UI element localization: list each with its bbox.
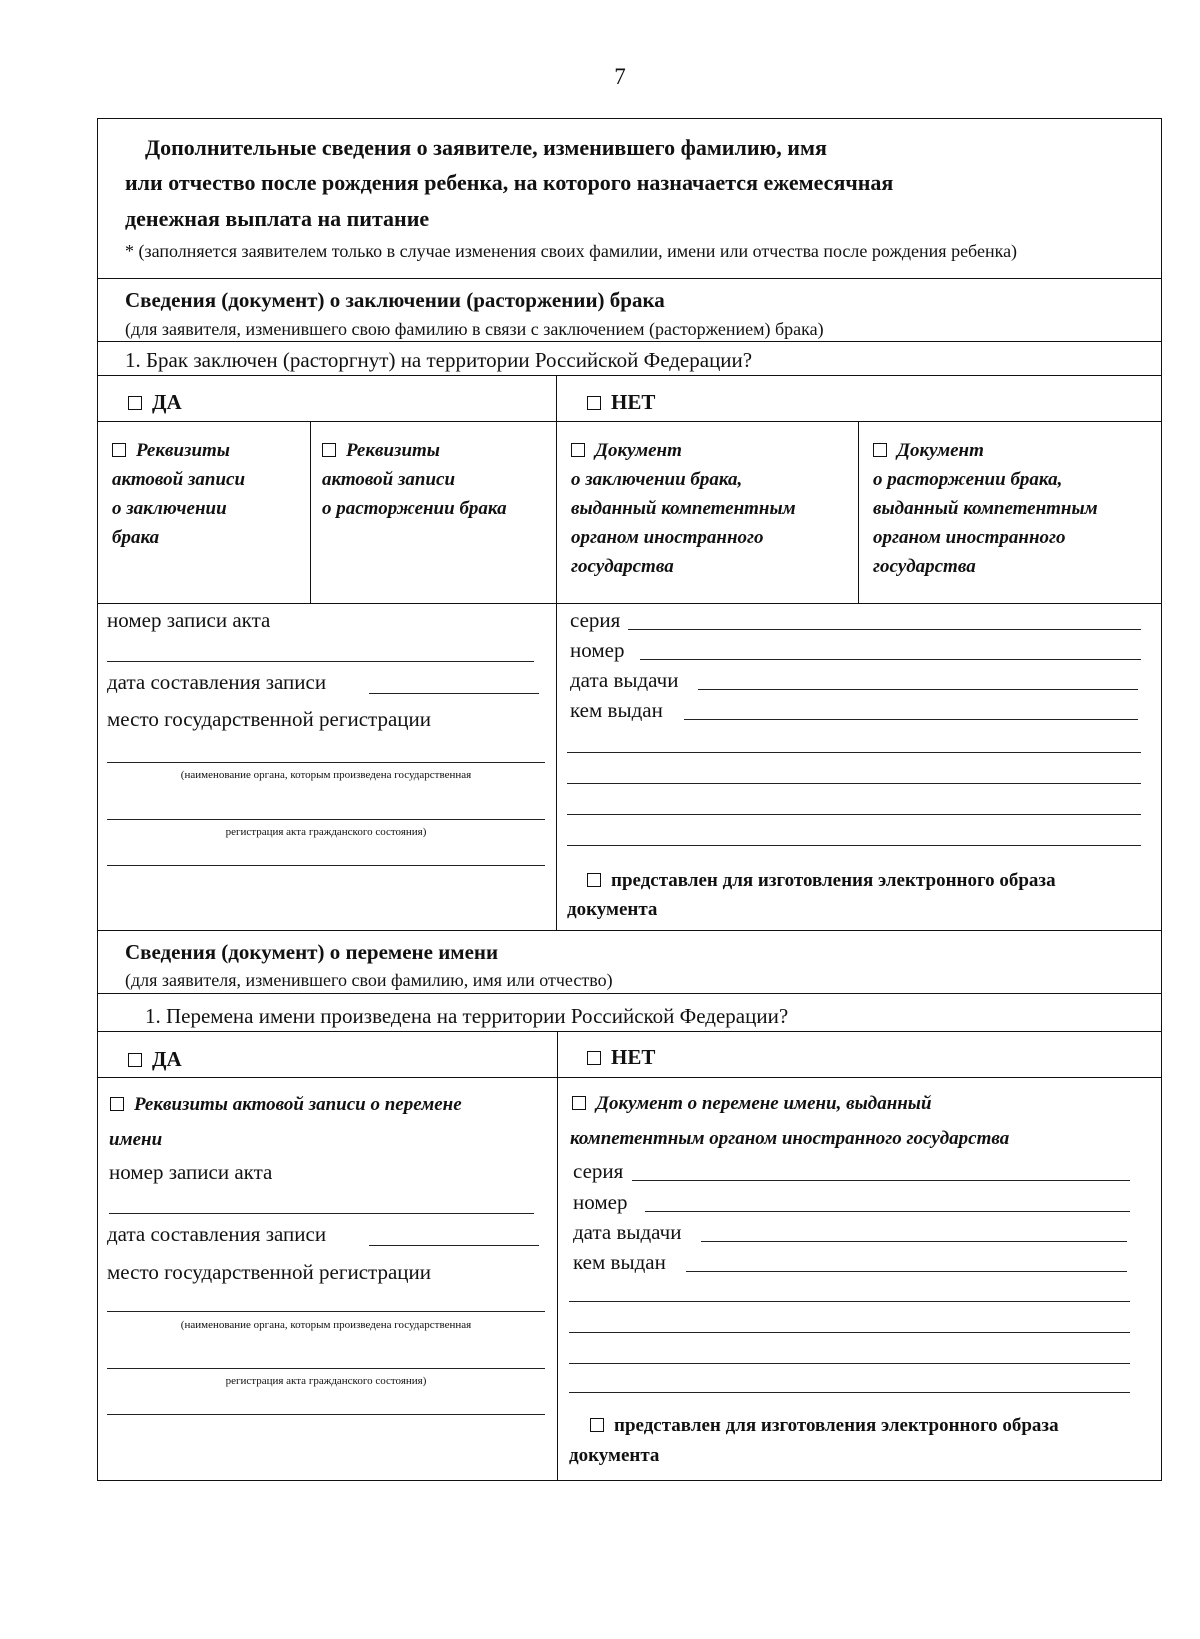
marriage-section-subtitle: (для заявителя, изменившего свою фамилию в связи с заключением (расторжением) брака) [125, 319, 824, 339]
registration-place-field-3[interactable] [107, 865, 545, 866]
issued-by-label: кем выдан [570, 698, 663, 722]
form-note: * (заполняется заявителем только в случае изменения своих фамилии, имени или отчества после рождения ребенка) [125, 241, 1018, 261]
name-registration-place-field-1[interactable] [107, 1311, 545, 1312]
registration-place-field-2[interactable] [107, 819, 545, 820]
name-issued-by-label: кем выдан [573, 1250, 666, 1274]
marriage-yes-option[interactable] [128, 390, 182, 415]
registration-hint-2: регистрация акта гражданского состояния) [225, 826, 427, 838]
registration-place-label: место государственной регистрации [107, 707, 431, 731]
option-foreign-marriage-doc[interactable]: Документ о заключении брака, выданный компетентным органом иностранного государства [571, 440, 796, 577]
rule-options-bottom [97, 603, 1162, 604]
name-registration-hint-1: (наименование органа, которым произведена государственная [180, 1319, 472, 1331]
option-name-change-foreign-doc[interactable]: Документ о перемене имени, выданный [572, 1093, 932, 1115]
option-foreign-divorce-doc[interactable]: Документ о расторжении брака, выданный компетентным органом иностранного государства [873, 440, 1098, 577]
name-issued-by-field-1[interactable] [686, 1271, 1127, 1272]
option-divorce-record[interactable]: Реквизиты актовой записи о расторжении брака [322, 440, 507, 519]
name-issued-by-field-5[interactable] [569, 1392, 1130, 1393]
checkbox-icon[interactable] [571, 443, 585, 457]
name-yes-label: ДА [152, 1047, 182, 1071]
registration-place-field-1[interactable] [107, 762, 545, 763]
marriage-yes-label: ДА [152, 390, 182, 414]
record-number-field[interactable] [107, 661, 534, 662]
name-change-question: 1. Перемена имени произведена на территории Российской Федерации? [145, 1004, 789, 1028]
name-record-number-label: номер записи акта [109, 1160, 273, 1184]
name-registration-hint-2: регистрация акта гражданского состояния) [225, 1375, 427, 1387]
name-record-date-field[interactable] [369, 1245, 539, 1246]
issue-date-field[interactable] [698, 689, 1138, 690]
name-issue-date-label: дата выдачи [573, 1220, 682, 1244]
checkbox-icon[interactable] [322, 443, 336, 457]
name-presented-label-2: документа [569, 1445, 660, 1466]
issued-by-field-1[interactable] [684, 719, 1138, 720]
marriage-no-option[interactable] [587, 390, 655, 415]
rule-name-title-bottom [97, 993, 1162, 994]
name-change-section-title: Сведения (документ) о перемене имени [125, 940, 499, 964]
checkbox-icon[interactable] [873, 443, 887, 457]
series-label: серия [570, 608, 621, 632]
form-title-line3: денежная выплата на питание [125, 206, 430, 231]
checkbox-icon[interactable] [128, 396, 142, 410]
issue-date-label: дата выдачи [570, 668, 679, 692]
checkbox-icon[interactable] [110, 1097, 124, 1111]
checkbox-icon[interactable] [587, 396, 601, 410]
name-series-label: серия [573, 1159, 624, 1183]
option-name-change-record-line2: имени [109, 1129, 163, 1150]
form-title-line2: или отчество после рождения ребенка, на которого назначается ежемесячная [125, 170, 894, 195]
name-registration-place-label: место государственной регистрации [107, 1260, 431, 1284]
name-presented-option[interactable]: представлен для изготовления электронного образа [590, 1415, 1059, 1437]
checkbox-icon[interactable] [112, 443, 126, 457]
name-issued-by-field-2[interactable] [569, 1301, 1130, 1302]
registration-hint-1: (наименование органа, которым произведена государственная [180, 769, 472, 781]
series-field[interactable] [628, 629, 1141, 630]
checkbox-icon[interactable] [587, 873, 601, 887]
checkbox-icon[interactable] [572, 1096, 586, 1110]
name-record-date-label: дата составления записи [107, 1222, 327, 1246]
divider-center-2 [557, 1031, 558, 1481]
option-marriage-record[interactable]: Реквизиты актовой записи о заключении брака [112, 440, 246, 548]
name-record-number-field[interactable] [109, 1213, 534, 1214]
checkbox-icon[interactable] [128, 1053, 142, 1067]
issued-by-field-3[interactable] [567, 783, 1141, 784]
issued-by-field-4[interactable] [567, 814, 1141, 815]
divider-left-options [310, 421, 311, 603]
marriage-question: 1. Брак заключен (расторгнут) на территории Российской Федерации? [125, 348, 753, 372]
marriage-no-label: НЕТ [611, 390, 656, 414]
name-registration-place-field-3[interactable] [107, 1414, 545, 1415]
marriage-section-title: Сведения (документ) о заключении (расторжении) брака [125, 288, 665, 312]
name-number-label: номер [573, 1190, 628, 1214]
rule-question-bottom [97, 375, 1162, 376]
record-number-label: номер записи акта [107, 608, 271, 632]
option-name-change-foreign-doc-line2: компетентным органом иностранного государства [570, 1128, 1010, 1149]
rule-marriage-title-bottom [97, 341, 1162, 342]
name-issued-by-field-4[interactable] [569, 1363, 1130, 1364]
issued-by-field-2[interactable] [567, 752, 1141, 753]
name-registration-place-field-2[interactable] [107, 1368, 545, 1369]
rule-yesno-bottom [97, 421, 1162, 422]
divider-center-1 [556, 375, 557, 930]
number-label: номер [570, 638, 625, 662]
name-yes-option[interactable] [128, 1047, 182, 1072]
rule-section1-bottom [97, 930, 1162, 931]
divider-right-options [858, 421, 859, 603]
issued-by-field-5[interactable] [567, 845, 1141, 846]
rule-header-bottom [97, 278, 1162, 279]
page-number: 7 [614, 64, 626, 89]
rule-name-question-bottom [97, 1031, 1162, 1032]
name-number-field[interactable] [645, 1211, 1130, 1212]
presented-label-2: документа [567, 899, 658, 920]
name-no-label: НЕТ [611, 1045, 656, 1069]
form-title-line1: Дополнительные сведения о заявителе, изменившего фамилию, имя [145, 135, 827, 160]
record-date-label: дата составления записи [107, 670, 327, 694]
option-name-change-record[interactable]: Реквизиты актовой записи о перемене [110, 1094, 462, 1116]
presented-option[interactable]: представлен для изготовления электронного образа [587, 870, 1056, 892]
rule-name-yesno-bottom [97, 1077, 1162, 1078]
name-issue-date-field[interactable] [701, 1241, 1127, 1242]
name-change-section-subtitle: (для заявителя, изменившего свои фамилию, имя или отчество) [125, 970, 613, 990]
record-date-field[interactable] [369, 693, 539, 694]
name-series-field[interactable] [632, 1180, 1130, 1181]
number-field[interactable] [640, 659, 1141, 660]
checkbox-icon[interactable] [587, 1051, 601, 1065]
checkbox-icon[interactable] [590, 1418, 604, 1432]
name-issued-by-field-3[interactable] [569, 1332, 1130, 1333]
name-no-option[interactable] [587, 1045, 655, 1070]
